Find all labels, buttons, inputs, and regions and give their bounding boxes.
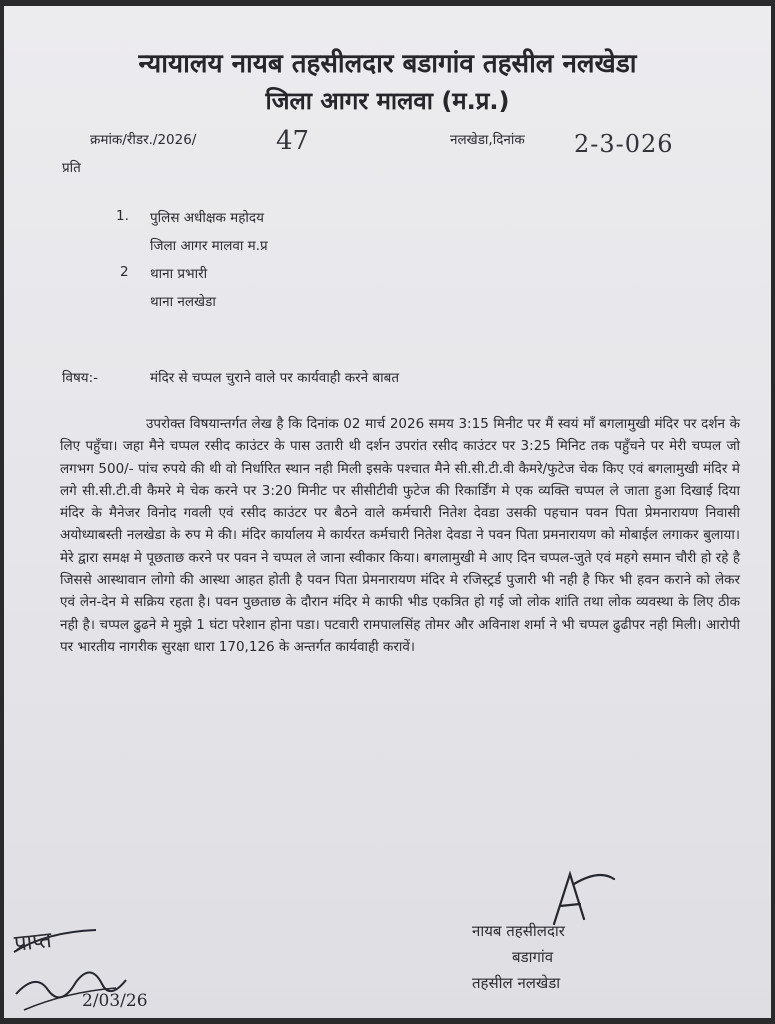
signatory-office: बडागांव — [512, 948, 554, 966]
letter-page — [4, 6, 771, 1018]
signature-block — [472, 918, 565, 996]
to-label: प्रति — [62, 160, 81, 176]
district-title: जिला आगर मालवा (म.प्र.) — [265, 87, 510, 115]
signatory-designation: नायब तहसीलदार — [472, 922, 565, 940]
place-date-label: नलखेडा,दिनांक — [450, 132, 525, 148]
recipient-2-number: 2 — [120, 264, 129, 280]
recipient-1-address: जिला आगर मालवा म.प्र — [150, 238, 268, 254]
recipient-1-number: 1. — [116, 208, 129, 224]
reference-prefix: क्रमांक/रीडर./2026/ — [90, 132, 197, 148]
reference-number: 47 — [276, 126, 310, 156]
signatory-tehsil: तहसील नलखेडा — [472, 974, 561, 992]
recipient-2-address: थाना नलखेडा — [150, 294, 216, 310]
recipient-1-title: पुलिस अधीक्षक महोदय — [150, 210, 264, 226]
subject-label: विषय:- — [62, 370, 99, 386]
received-date: 2/03/26 — [82, 991, 148, 1011]
office-title: न्यायालय नायब तहसीलदार बडागांव तहसील नलखेडा — [138, 49, 637, 79]
body-paragraph: उपरोक्त विषयान्तर्गत लेख है कि दिनांक 02 मार्च 2026 समय 3:15 मिनीट पर मैं स्वयं माँ बगलामुखी मंदिर पर दर्शन के लिए पहुँचा। जहा मैने चप्पल रसीद काउंटर के पास उतारी थी दर्शन उपरांत रसीद काउंटर पर 3:25 मिनिट तक पहुँचने पर मेरी चप्पल जो लगभग 500/- पांच रुपये की थी वो निर्धारित स्थान नही मिली इसके पश्चात मैने सी.सी.टी.वी कैमरे/फुटेज चेक किए एवं बगलामुखी मंदिर मे लगे सी.सी.टी.वी कैमरे मे चेक करने पर 3:20 मिनीट पर सीसीटीवी फुटेज की रिकार्डिंग मे एक व्यक्ति चप्पल ले जाता हुआ दिखाई दिया मंदिर के मैनेजर विनोद गवली एवं रसीद काउंटर पर बैठने वाले कर्मचारी नितेश देवडा उसकी पहचान पवन पिता प्रेमनारायण निवासी अयोध्याबस्ती नलखेडा के रुप मे की। मंदिर कार्यालय मे कार्यरत कर्मचारी नितेश देवडा ने पवन पिता प्रमनारायण को मोबाईल लगाकर बुलाया। मेरे द्वारा समक्ष मे पूछताछ करने पर पवन ने चप्पल ले जाना स्वीकार किया। बगलामुखी मे आए दिन चप्पल-जुते एवं महगे समान चौरी हो रहे है जिससे आस्थावान लोगो की आस्था आहत होती है पवन पिता प्रेमनारायण मंदिर मे रजिस्ट्रर्ड पुजारी भी नही है फिर भी हवन कराने को लेकर एवं लेन-देन मे सक्रिय रहता है। पवन पुछताछ के दौरान मंदिर मे काफी भीड एकत्रित हो गई जो लोक शांति तथा लोक व्यवस्था के लिए ठीक नही है। चप्पल ढुढने मे मुझे 1 घंटा परेशान होना पडा। पटवारी रामपालसिंह तोमर और अविनाश शर्मा ने भी चप्पल ढुढीपर नही मिली। आरोपी पर भारतीय नागरीक सुरक्षा धारा 170,126 के अन्तर्गत कार्यवाही करावें। — [60, 416, 740, 655]
letter-body — [60, 413, 740, 658]
received-note: प्राप्त — [12, 928, 53, 957]
recipient-2-title: थाना प्रभारी — [150, 266, 208, 282]
subject-text: मंदिर से चप्पल चुराने वाले पर कार्यवाही करने बाबत — [150, 370, 400, 386]
letter-date: 2-3-026 — [574, 130, 674, 158]
